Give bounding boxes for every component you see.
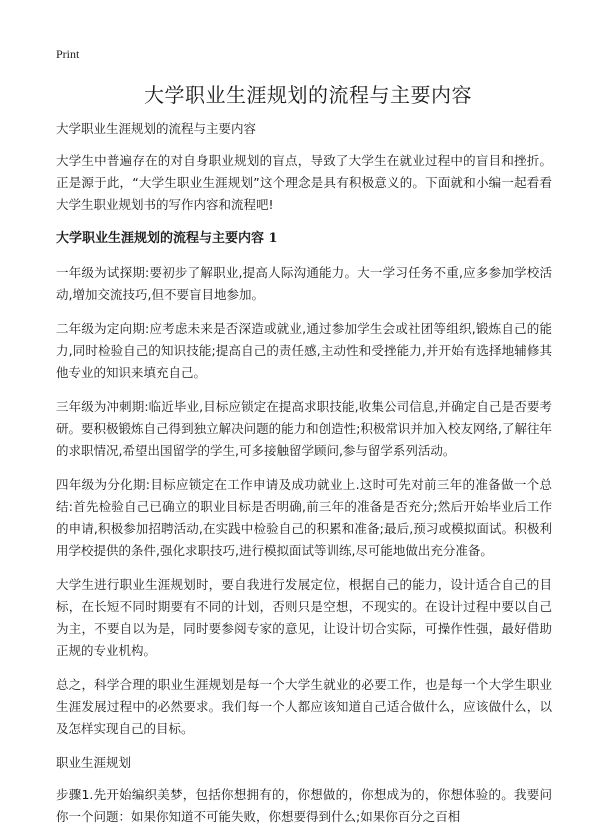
document-body bbox=[56, 118, 552, 840]
intro-paragraph: 大学生中普遍存在的对自身职业规划的盲点，导致了大学生在就业过程中的盲目和挫折。正是源于此，“大学生职业生涯规划”这个理念是具有积极意义的。下面就和小编一起看看大学生职业规划书的写作内容和流程吧! bbox=[56, 153, 552, 212]
document-subtitle: 大学职业生涯规划的流程与主要内容 bbox=[56, 121, 257, 136]
print-link[interactable]: Print bbox=[56, 47, 80, 61]
paragraph-year-2: 二年级为定向期:应考虑未来是否深造或就业,通过参加学生会或社团等组织,锻炼自己的能力,同时检验自己的知识技能;提高自己的责任感,主动性和受挫能力,并开始有选择地辅修其他专业的知识来填充自己。 bbox=[56, 321, 552, 380]
section-heading-2: 职业生涯规划 bbox=[56, 755, 132, 770]
paragraph-year-1: 一年级为试探期:要初步了解职业,提高人际沟通能力。大一学习任务不重,应多参加学校活动,增加交流技巧,但不要盲目地参加。 bbox=[56, 265, 552, 302]
section-heading-1: 大学职业生涯规划的流程与主要内容 1 bbox=[56, 231, 278, 246]
paragraph-year-4: 四年级为分化期:目标应锁定在工作申请及成功就业上.这时可先对前三年的准备做一个总结:首先检验自己已确立的职业目标是否明确,前三年的准备是否充分;然后开始毕业后工作的申请,积极参加招聘活动,在实践中检验自己的积累和准备;最后,预习或模拟面试。积极利用学校提供的条件,强化求职技巧,进行模拟面试等训练,尽可能地做出充分准备。 bbox=[56, 477, 552, 558]
paragraph-summary: 总之，科学合理的职业生涯规划是每一个大学生就业的必要工作，也是每一个大学生职业生涯发展过程中的必然要求。我们每一个人都应该知道自己适合做什么，应该做什么，以及怎样实现自己的目标。 bbox=[56, 677, 552, 736]
paragraph-step-1: 步骤1.先开始编织美梦，包括你想拥有的，你想做的，你想成为的，你想体验的。我要问你一个问题：如果你知道不可能失败，你想要得到什么;如果你百分之百相 bbox=[56, 787, 552, 824]
paragraph-positioning: 大学生进行职业生涯规划时，要自我进行发展定位，根据自己的能力，设计适合自己的目标，在长短不同时期要有不同的计划，否则只是空想，不现实的。在设计过程中要以自己为主，不要自以为是，同时要参阅专家的意见，让设计切合实际，可操作性强，最好借助正规的专业机构。 bbox=[56, 577, 552, 658]
document-title: 大学职业生涯规划的流程与主要内容 bbox=[144, 83, 472, 107]
paragraph-year-3: 三年级为冲刺期:临近毕业,目标应锁定在提高求职技能,收集公司信息,并确定自己是否要考研。要积极锻炼自己得到独立解决问题的能力和创造性;积极常识并加入校友网络,了解往年的求职情况,希望出国留学的学生,可多接触留学顾问,参与留学系列活动。 bbox=[56, 399, 552, 458]
